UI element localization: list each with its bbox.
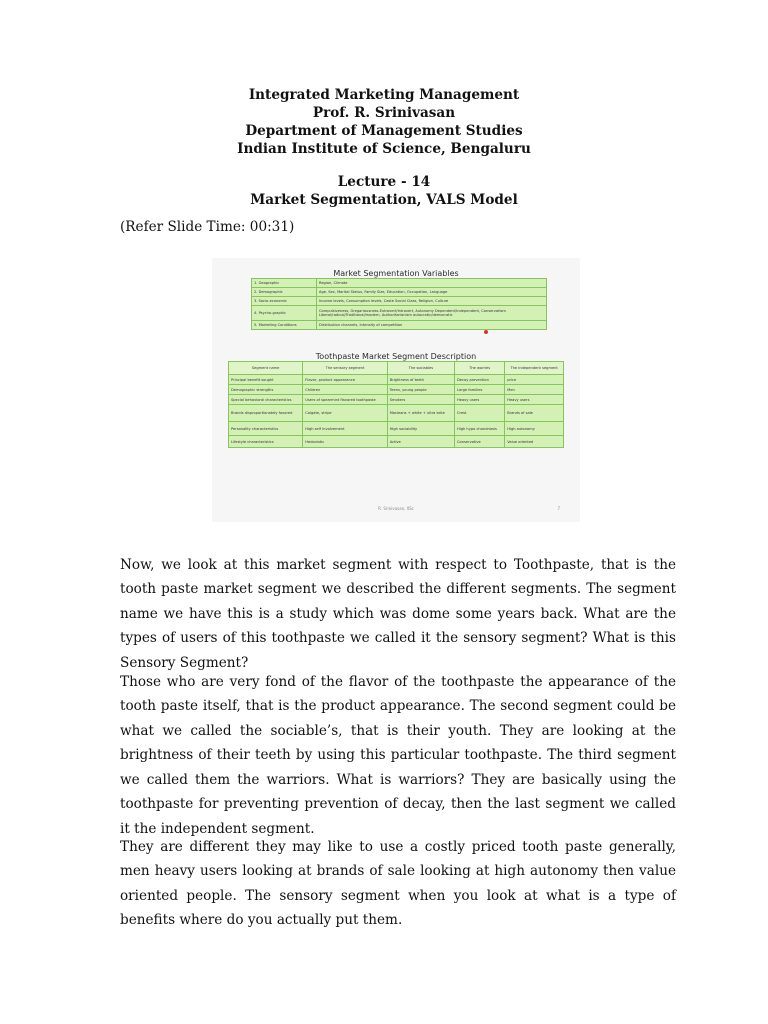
column-header: The sensory segment xyxy=(303,362,387,375)
column-header: The sociables xyxy=(387,362,454,375)
table-cell: Active xyxy=(387,436,454,448)
table-cell: Value oriented xyxy=(505,436,564,448)
table-cell: Brands of sale xyxy=(505,405,564,422)
table-cell: Large families xyxy=(455,385,505,395)
column-header: Segment name xyxy=(229,362,303,375)
segmentation-variables-table xyxy=(251,278,547,330)
course-title: Integrated Marketing Management xyxy=(248,87,520,103)
table-cell: High sociability xyxy=(387,422,454,436)
lecture-number: Lecture - 14 xyxy=(337,174,431,190)
table-cell: price xyxy=(505,375,564,385)
variable-row xyxy=(252,306,547,321)
table-cell: Decay prevention xyxy=(455,375,505,385)
table-cell: Men xyxy=(505,385,564,395)
variable-description: Distribution channels, Intensity of competition xyxy=(317,321,547,330)
table-cell: Children xyxy=(303,385,387,395)
table-cell: Demographic strengths xyxy=(229,385,303,395)
variable-name: 3. Socio-economic xyxy=(252,297,317,306)
slide-page-number: 7 xyxy=(557,506,560,511)
slide-title-toothpaste: Toothpaste Market Segment Description xyxy=(315,352,477,361)
table-cell: Brands disproportionately favored xyxy=(229,405,303,422)
institute-name: Indian Institute of Science, Bengaluru xyxy=(237,141,531,157)
variable-description: Compulsiveness, Gregariousness-Extrovert/Introvert, Autonomy Dependent/Independent, Conservatism Liberal/radical/Traditional/modern, Authoritarianism autocratic/democratic xyxy=(317,306,547,321)
column-header: The independent segment xyxy=(505,362,564,375)
variable-description: Income levels, Consumption levels, Caste Social Class, Religion, Culture xyxy=(317,297,547,306)
slide-image xyxy=(212,258,580,522)
document-header xyxy=(0,86,768,209)
variable-name: 5. Marketing Conditions xyxy=(252,321,317,330)
table-cell: High self involvement xyxy=(303,422,387,436)
table-row xyxy=(229,375,564,385)
table-cell: Flavor, product appearance xyxy=(303,375,387,385)
variable-row xyxy=(252,297,547,306)
variable-name: 1. Geographic xyxy=(252,279,317,288)
table-cell: Lifestyle characteristics xyxy=(229,436,303,448)
table-cell: Conservative xyxy=(455,436,505,448)
table-cell: High autonomy xyxy=(505,422,564,436)
column-header: The worries xyxy=(455,362,505,375)
paragraph-2: Those who are very fond of the flavor of the toothpaste the appearance of the tooth paste itself, that is the product appearance. The second segment could be what we called the sociable’s, that is their youth. They are looking at the brightness of their teeth by using this particular toothpaste. The third segment we called them the warriors. What is warriors? They are basically using the toothpaste for preventing prevention of decay, then the last segment we called it the independent segment. xyxy=(120,673,676,837)
variable-row xyxy=(252,279,547,288)
variable-name: 2. Demographic xyxy=(252,288,317,297)
table-row xyxy=(229,385,564,395)
slide-title-variables: Market Segmentation Variables xyxy=(333,269,459,278)
table-cell: Hedonistic xyxy=(303,436,387,448)
table-cell: High hypo chondriasis xyxy=(455,422,505,436)
lecture-topic: Market Segmentation, VALS Model xyxy=(250,192,518,208)
table-cell: Heavy users xyxy=(505,395,564,405)
table-cell: Users of spearmint flavored toothpaste xyxy=(303,395,387,405)
paragraph-3: They are different they may like to use a costly priced tooth paste generally, men heavy users looking at brands of sale looking at high autonomy then value oriented people. The sensory segment when you look at what is a type of benefits where do you actually put them. xyxy=(120,838,676,929)
variable-name: 4. Psycho-graphic xyxy=(252,306,317,321)
table-cell: Smokers xyxy=(387,395,454,405)
table-row xyxy=(229,422,564,436)
department-name: Department of Management Studies xyxy=(245,123,523,139)
table-cell: Macleans + white + ultra brite xyxy=(387,405,454,422)
table-cell: Brightness of teeth xyxy=(387,375,454,385)
paragraph-1: Now, we look at this market segment with respect to Toothpaste, that is the tooth paste market segment we described the different segments. The segment name we have this is a study which was dome some years back. What are the types of users of this toothpaste we called it the sensory segment? What is this Sensory Segment? xyxy=(120,556,676,671)
table-row xyxy=(229,395,564,405)
refer-slide-time: (Refer Slide Time: 00:31) xyxy=(120,219,295,235)
table-cell: Personality characteristics xyxy=(229,422,303,436)
table-cell: Principal benefit sought xyxy=(229,375,303,385)
table-cell: Colgate, stripe xyxy=(303,405,387,422)
table-row xyxy=(229,436,564,448)
table-cell: Crest xyxy=(455,405,505,422)
professor-name: Prof. R. Srinivasan xyxy=(312,105,456,121)
toothpaste-segment-table xyxy=(228,361,564,448)
variable-row xyxy=(252,288,547,297)
variable-description: Region, Climate xyxy=(317,279,547,288)
table-cell: Special behavioral characteristics xyxy=(229,395,303,405)
variable-row xyxy=(252,321,547,330)
table-row xyxy=(229,405,564,422)
table-cell: Teens, young people xyxy=(387,385,454,395)
table-cell: Heavy users xyxy=(455,395,505,405)
pointer-dot xyxy=(484,330,488,334)
variable-description: Age, Sex, Marital Status, Family Size, Education, Occupation, Language xyxy=(317,288,547,297)
slide-author: R. Srinivasan, IISc xyxy=(378,506,414,511)
